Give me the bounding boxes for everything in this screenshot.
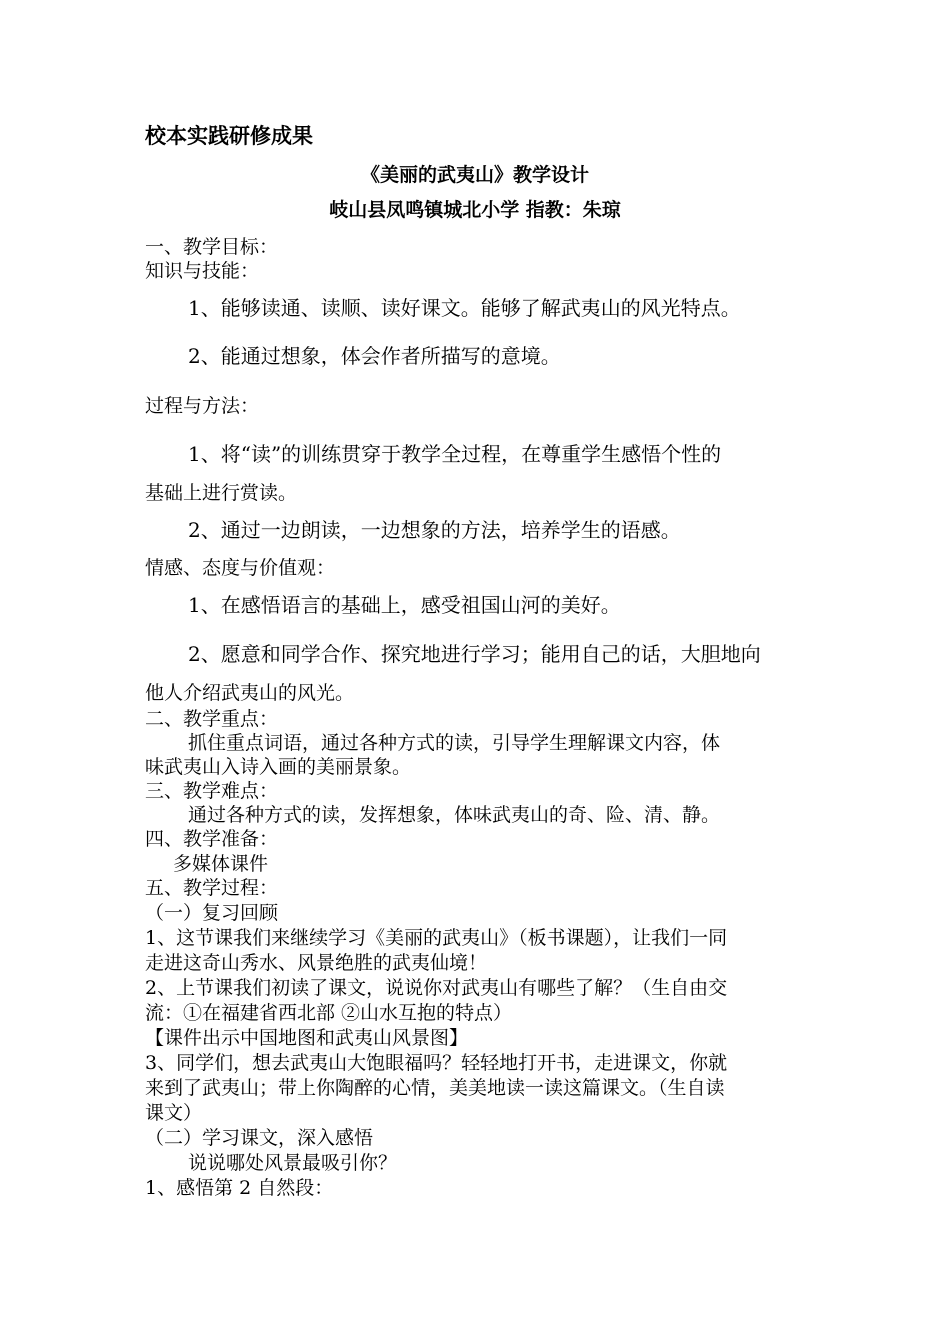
key-points-line: 抓住重点词语，通过各种方式的读，引导学生理解课文内容，体 [188,732,721,754]
process-line: 2、通过一边朗读，一边想象的方法，培养学生的语感。 [188,518,681,542]
procedure-line: 3、同学们，想去武夷山大饱眼福吗？轻轻地打开书，走进课文，你就 [145,1052,728,1074]
difficulties-line: 通过各种方式的读，发挥想象，体味武夷山的奇、险、清、静。 [188,804,721,826]
procedure-line: 1、这节课我们来继续学习《美丽的武夷山》（板书课题），让我们一同 [145,927,728,949]
subheading-process: 过程与方法： [145,395,260,417]
procedure-line: 走进这奇山秀水、风景绝胜的武夷仙境！ [145,952,488,974]
preparation-line: 多媒体课件 [173,853,269,875]
lesson-title: 《美丽的武夷山》教学设计 [360,164,589,186]
objective-line: 2、能通过想象，体会作者所描写的意境。 [188,344,561,368]
procedure-line: 流：①在福建省西北部 ②山水互抱的特点） [145,1002,513,1024]
subheading-knowledge: 知识与技能： [145,260,260,282]
procedure-line: 说说哪处风景最吸引你？ [188,1152,398,1174]
subheading-emotion: 情感、态度与价值观： [145,557,336,579]
procedure-subheading: （一）复习回顾 [145,902,279,924]
section-difficulties: 三、教学难点： [145,780,279,802]
procedure-subheading: （二）学习课文，深入感悟 [145,1127,374,1149]
section-objectives: 一、教学目标： [145,236,279,258]
emotion-line: 他人介绍武夷山的风光。 [145,682,355,704]
process-line: 1、将“读”的训练贯穿于教学全过程，在尊重学生感悟个性的 [188,442,722,466]
section-procedure: 五、教学过程： [145,877,279,899]
process-line: 基础上进行赏读。 [145,482,298,504]
courseware-note: 【课件出示中国地图和武夷山风景图】 [145,1027,469,1049]
section-preparation: 四、教学准备： [145,828,279,850]
procedure-line: 2、上节课我们初读了课文，说说你对武夷山有哪些了解？（生自由交 [145,977,728,999]
emotion-line: 1、在感悟语言的基础上，感受祖国山河的美好。 [188,593,621,617]
document-heading: 校本实践研修成果 [145,123,313,148]
key-points-line: 味武夷山入诗入画的美丽景象。 [145,756,412,778]
section-key-points: 二、教学重点： [145,708,279,730]
objective-line: 1、能够读通、读顺、读好课文。能够了解武夷山的风光特点。 [188,296,741,320]
procedure-line: 来到了武夷山；带上你陶醉的心情，美美地读一读这篇课文。（生自读 [145,1077,725,1099]
procedure-line: 1、感悟第 2 自然段： [145,1177,334,1199]
procedure-line: 课文） [145,1102,203,1124]
school-line: 岐山县凤鸣镇城北小学 指教：朱琼 [329,199,621,221]
emotion-line: 2、愿意和同学合作、探究地进行学习；能用自己的话，大胆地向 [188,642,761,666]
